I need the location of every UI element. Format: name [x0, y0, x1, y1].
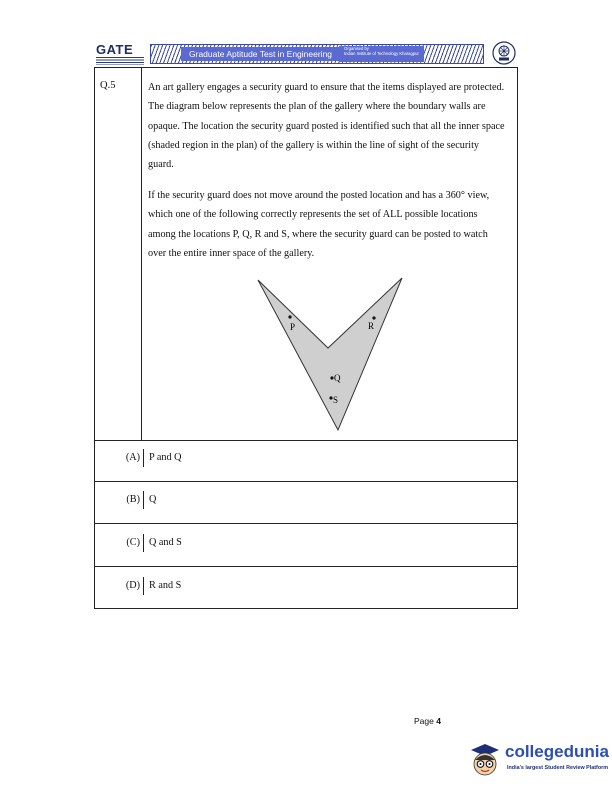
option-divider: [94, 523, 518, 524]
question-number-divider: [141, 67, 142, 441]
student-mascot-icon: [465, 740, 505, 780]
option-divider: [94, 481, 518, 482]
gallery-inner-space: [258, 278, 402, 430]
brand-tagline: India's largest Student Review Platform: [507, 765, 609, 771]
page-label: Page: [414, 716, 434, 726]
option-separator: [143, 449, 144, 467]
brand-name: collegedunia: [505, 742, 609, 761]
banner-title: Graduate Aptitude Test in Engineering: [181, 47, 340, 61]
gate-logo: [94, 42, 148, 66]
collegedunia-logo: [465, 740, 612, 780]
option-divider: [94, 566, 518, 567]
option-d-text: R and S: [149, 580, 182, 591]
page-number: [414, 716, 441, 726]
option-separator: [143, 491, 144, 509]
organizer-name: Indian Institute of Technology Kharagpur: [344, 51, 419, 57]
option-divider: [94, 440, 518, 441]
option-d-label: (D): [125, 580, 140, 591]
option-separator: [143, 577, 144, 595]
point-s-label: S: [333, 395, 339, 405]
header-banner: [150, 44, 484, 64]
iit-emblem-icon: [492, 41, 516, 65]
point-r-dot: [372, 316, 375, 319]
question-paragraph-1: An art gallery engages a security guard to ensure that the items displayed are protected. The diagram below represents the plan of the gallery where the boundary walls are opaque. The location the security guard posted is identified such that all the inner space (shaded region in the plan) of the gallery is within the line of sight of the security guard.: [148, 82, 505, 171]
page-header: [94, 40, 518, 66]
banner-organizer: [339, 46, 424, 62]
option-b-label: (B): [126, 494, 140, 505]
gallery-plan-diagram: [250, 272, 410, 434]
point-p-dot: [288, 315, 291, 318]
gate-logo-text: GATE: [96, 42, 134, 57]
point-r-label: R: [368, 321, 375, 331]
option-a-text: P and Q: [149, 452, 182, 463]
question-paragraph-2: If the security guard does not move around the posted location and has a 360° view, which one of the following correctly represents the set of ALL possible locations among the locations P, Q, R and S, where the security guard can be posted to watch over the entire inner space of the gallery.: [148, 190, 490, 259]
option-b-text: Q: [149, 494, 157, 505]
gate-logo-stripes: [96, 57, 144, 65]
page-number-value: 4: [436, 716, 441, 726]
option-c-label: (C): [126, 537, 140, 548]
point-p-label: P: [290, 322, 296, 332]
organized-by-label: Organised by: [344, 46, 369, 51]
option-separator: [143, 534, 144, 552]
question-number: Q.5: [100, 80, 116, 91]
point-q-label: Q: [334, 373, 341, 383]
option-a-label: (A): [125, 452, 140, 463]
option-c-text: Q and S: [149, 537, 182, 548]
